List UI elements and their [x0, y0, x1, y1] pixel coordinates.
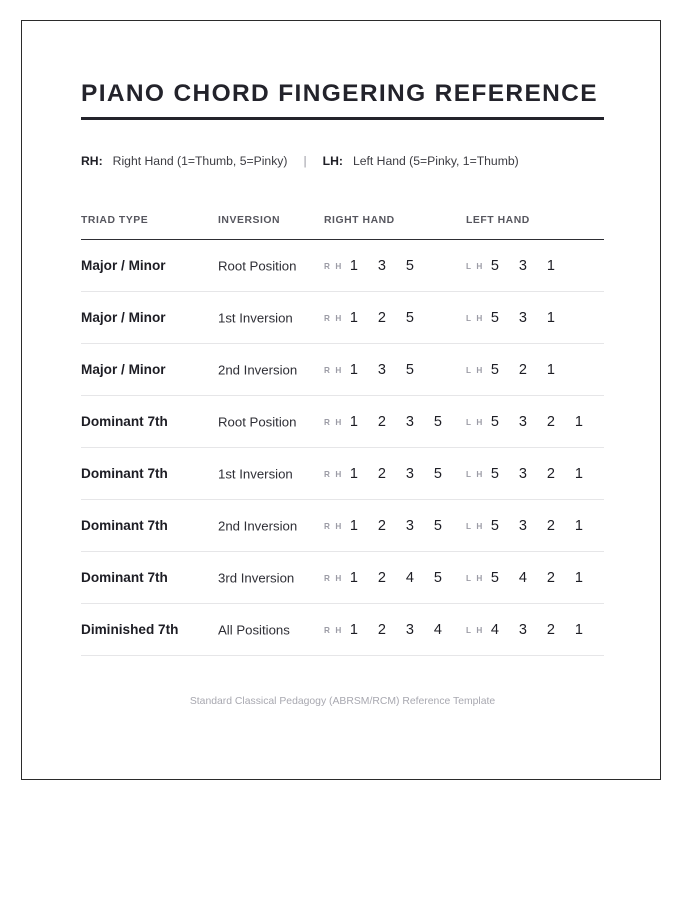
- table-row: [81, 500, 604, 552]
- table-row: [81, 344, 604, 396]
- column-header-left-hand: LEFT HAND: [466, 215, 530, 226]
- page-title: PIANO CHORD FINGERING REFERENCE: [81, 80, 598, 107]
- rh-hand-tag: R H: [324, 261, 343, 271]
- finger-number: 1: [574, 413, 583, 430]
- finger-number: 5: [405, 309, 414, 326]
- finger-number: 1: [574, 465, 583, 482]
- table-row: [81, 552, 604, 604]
- cell-triad-type: Dominant 7th: [81, 569, 168, 585]
- finger-number: 1: [349, 257, 358, 274]
- finger-number: 2: [546, 465, 555, 482]
- finger-number: 1: [546, 257, 555, 274]
- cell-triad-type: Major / Minor: [81, 309, 166, 325]
- rh-hand-tag: R H: [324, 417, 343, 427]
- legend-separator: |: [303, 154, 307, 168]
- cell-triad-type: Major / Minor: [81, 361, 166, 377]
- finger-number: 1: [349, 621, 358, 638]
- table-body: [81, 240, 604, 656]
- finger-number: 2: [546, 413, 555, 430]
- rh-hand-tag: R H: [324, 521, 343, 531]
- finger-number: 5: [433, 517, 442, 534]
- lh-hand-tag: L H: [466, 625, 484, 635]
- finger-number: 4: [433, 621, 442, 638]
- finger-number: 3: [518, 621, 527, 638]
- finger-number: 5: [433, 465, 442, 482]
- cell-inversion: Root Position: [218, 413, 297, 429]
- rh-hand-tag: R H: [324, 625, 343, 635]
- cell-triad-type: Diminished 7th: [81, 621, 179, 637]
- cell-triad-type: Dominant 7th: [81, 517, 168, 533]
- rh-hand-tag: R H: [324, 469, 343, 479]
- cell-right-hand-fingering: [324, 362, 414, 377]
- finger-number: 1: [349, 517, 358, 534]
- title-divider: [81, 117, 604, 120]
- lh-hand-tag: L H: [466, 417, 484, 427]
- cell-right-hand-fingering: [324, 570, 442, 585]
- finger-number: 5: [405, 361, 414, 378]
- finger-number: 5: [490, 309, 499, 326]
- finger-number: 1: [349, 465, 358, 482]
- cell-inversion: Root Position: [218, 257, 297, 273]
- finger-number: 2: [377, 413, 386, 430]
- cell-left-hand-fingering: [466, 570, 583, 585]
- table-row: [81, 292, 604, 344]
- legend-lh-text: Left Hand (5=Pinky, 1=Thumb): [352, 154, 519, 168]
- legend-rh-text: Right Hand (1=Thumb, 5=Pinky): [112, 154, 288, 168]
- finger-number: 2: [546, 517, 555, 534]
- finger-number: 3: [518, 257, 527, 274]
- legend-rh-label: RH:: [81, 154, 103, 168]
- finger-number: 2: [377, 465, 386, 482]
- cell-right-hand-fingering: [324, 622, 442, 637]
- cell-inversion: 1st Inversion: [218, 465, 293, 481]
- cell-left-hand-fingering: [466, 310, 555, 325]
- cell-left-hand-fingering: [466, 622, 583, 637]
- rh-hand-tag: R H: [324, 573, 343, 583]
- finger-number: 2: [377, 621, 386, 638]
- cell-left-hand-fingering: [466, 414, 583, 429]
- finger-number: 5: [490, 413, 499, 430]
- document-page-frame: [21, 20, 661, 780]
- chord-fingering-table: [81, 209, 604, 656]
- cell-triad-type: Dominant 7th: [81, 413, 168, 429]
- document-content: [81, 21, 604, 779]
- finger-number: 4: [405, 569, 414, 586]
- table-header-row: [81, 209, 604, 240]
- finger-number: 2: [546, 569, 555, 586]
- finger-number: 1: [349, 309, 358, 326]
- finger-number: 2: [377, 569, 386, 586]
- lh-hand-tag: L H: [466, 261, 484, 271]
- hand-legend: [81, 155, 519, 167]
- lh-hand-tag: L H: [466, 573, 484, 583]
- cell-inversion: 2nd Inversion: [218, 517, 298, 533]
- column-header-triad-type: TRIAD TYPE: [81, 215, 149, 226]
- finger-number: 4: [490, 621, 499, 638]
- cell-left-hand-fingering: [466, 362, 555, 377]
- cell-triad-type: Dominant 7th: [81, 465, 168, 481]
- table-row: [81, 448, 604, 500]
- column-header-right-hand: RIGHT HAND: [324, 215, 395, 226]
- finger-number: 1: [574, 517, 583, 534]
- finger-number: 1: [349, 361, 358, 378]
- column-header-inversion: INVERSION: [218, 215, 281, 226]
- finger-number: 2: [546, 621, 555, 638]
- finger-number: 3: [518, 309, 527, 326]
- cell-left-hand-fingering: [466, 466, 583, 481]
- lh-hand-tag: L H: [466, 469, 484, 479]
- finger-number: 5: [490, 465, 499, 482]
- finger-number: 5: [490, 257, 499, 274]
- finger-number: 5: [405, 257, 414, 274]
- finger-number: 3: [405, 413, 414, 430]
- cell-right-hand-fingering: [324, 466, 442, 481]
- cell-inversion: 1st Inversion: [218, 309, 293, 325]
- cell-triad-type: Major / Minor: [81, 257, 166, 273]
- lh-hand-tag: L H: [466, 313, 484, 323]
- cell-right-hand-fingering: [324, 258, 414, 273]
- cell-right-hand-fingering: [324, 518, 442, 533]
- cell-left-hand-fingering: [466, 258, 555, 273]
- finger-number: 1: [546, 361, 555, 378]
- finger-number: 5: [433, 569, 442, 586]
- cell-inversion: 3rd Inversion: [218, 569, 295, 585]
- rh-hand-tag: R H: [324, 365, 343, 375]
- cell-left-hand-fingering: [466, 518, 583, 533]
- cell-inversion: 2nd Inversion: [218, 361, 298, 377]
- finger-number: 3: [377, 257, 386, 274]
- table-row: [81, 396, 604, 448]
- finger-number: 2: [377, 517, 386, 534]
- finger-number: 2: [377, 309, 386, 326]
- finger-number: 1: [574, 569, 583, 586]
- lh-hand-tag: L H: [466, 521, 484, 531]
- finger-number: 3: [518, 413, 527, 430]
- finger-number: 1: [349, 413, 358, 430]
- finger-number: 4: [518, 569, 527, 586]
- legend-lh-label: LH:: [322, 154, 343, 168]
- lh-hand-tag: L H: [466, 365, 484, 375]
- finger-number: 5: [433, 413, 442, 430]
- finger-number: 5: [490, 517, 499, 534]
- finger-number: 5: [490, 569, 499, 586]
- cell-right-hand-fingering: [324, 310, 414, 325]
- rh-hand-tag: R H: [324, 313, 343, 323]
- footer-note: Standard Classical Pedagogy (ABRSM/RCM) Reference Template: [189, 696, 496, 707]
- finger-number: 2: [518, 361, 527, 378]
- finger-number: 3: [518, 465, 527, 482]
- finger-number: 3: [377, 361, 386, 378]
- finger-number: 3: [405, 465, 414, 482]
- finger-number: 5: [490, 361, 499, 378]
- cell-right-hand-fingering: [324, 414, 442, 429]
- finger-number: 1: [349, 569, 358, 586]
- cell-inversion: All Positions: [218, 621, 290, 637]
- finger-number: 3: [405, 621, 414, 638]
- finger-number: 1: [546, 309, 555, 326]
- finger-number: 1: [574, 621, 583, 638]
- finger-number: 3: [518, 517, 527, 534]
- table-row: [81, 604, 604, 656]
- finger-number: 3: [405, 517, 414, 534]
- table-row: [81, 240, 604, 292]
